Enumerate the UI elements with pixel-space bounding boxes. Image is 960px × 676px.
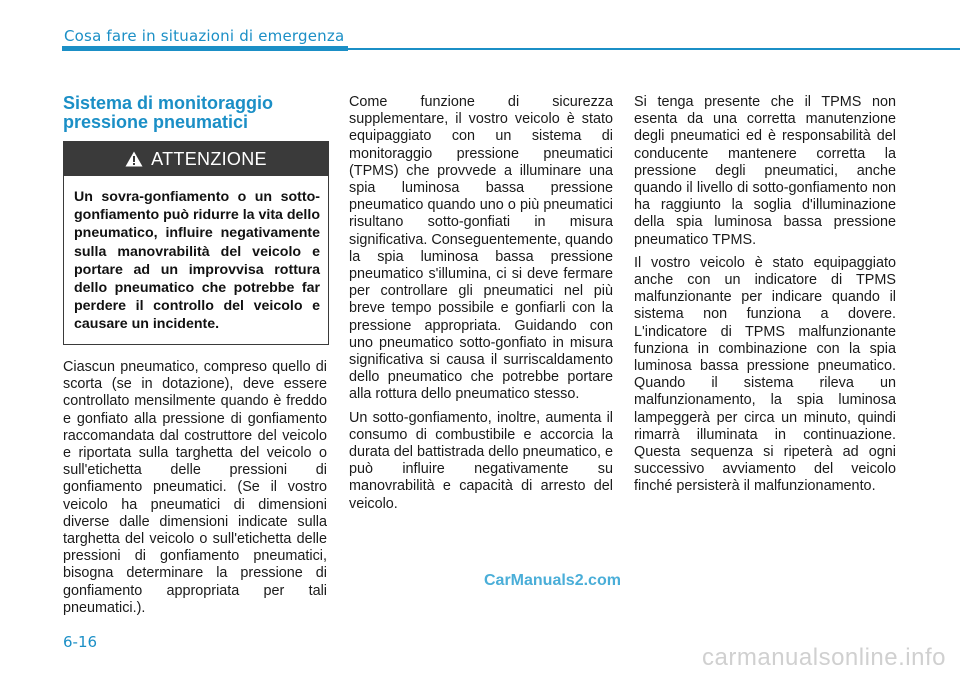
warning-text: Un sovra-gonfiamento o un sotto-gonfiamento può ridurre la vita dello pneumatico, influire negativamente sulla manovrabilità del veicolo e portare ad un improvvisa rottura dello pneumatico che potrebbe far perdere il controllo del veicolo e causare un incidente. [74,189,320,333]
column-3 [634,94,896,502]
warning-title: ATTENZIONE [151,148,267,169]
paragraph: Si tenga presente che il TPMS non esenta da una corretta manutenzione degli pneumatici ed è responsabilità del conducente mantenere corretta la pressione degli pneumatici, anche quando il livello di sotto-gonfiamento non ha raggiunto la soglia d'illuminazione della spia luminosa bassa pressione pneumatico TPMS. [634,94,896,248]
site-watermark: carmanualsonline.info [702,644,946,671]
warning-header [64,142,328,176]
paragraph: Come funzione di sicurezza supplementare, il vostro veicolo è stato equipaggiato con un sistema di monitoraggio pressione pneumatici (TPMS) che provvede a illuminare una spia luminosa bassa pressione pneumatico quando uno o più pneumatici risultano sotto-gonfiati in misura significativa. Conseguentemente, quando la spia luminosa bassa pressione pneumatico s'illumina, ci si deve fermare per controllare gli pneumatici nel più breve tempo possibile e gonfiarli con la pressione appropriata. Guidando con uno pneumatico sotto-gonfiato in misura significativa si causa il surriscaldamento dello pneumatico che potrebbe portare alla rottura dello pneumatico stesso. [349,94,614,403]
paragraph: Un sotto-gonfiamento, inoltre, aumenta il consumo di combustibile e accorcia la durata del battistrada dello pneumatico, e può influire negativamente su manovrabilità e capacità di arresto del veicolo. [349,409,613,512]
carmanuals-watermark[interactable]: CarManuals2.com [484,572,621,589]
page-number: 6-16 [63,633,98,651]
column-1 [63,359,327,623]
column-2 [349,94,613,519]
section-title: Sistema di monitoraggio pressione pneumatici [63,93,274,132]
header-rule [348,48,960,50]
header-accent-bar [62,46,348,51]
warning-box [63,141,329,345]
warning-triangle-icon [125,151,143,167]
paragraph: Il vostro veicolo è stato equipaggiato anche con un indicatore di TPMS malfunzionante per indicare quando il sistema non funziona a dovere. L'indicatore di TPMS malfunzionante funziona in combinazione con la spia luminosa bassa pressione pneumatico. Quando il sistema rileva un malfunzionamento, la spia luminosa lampeggerà per circa un minuto, quindi rimarrà illuminata in continuazione. Questa sequenza si ripeterà ad ogni successivo avviamento del veicolo finché persisterà il malfunzionamento. [634,254,896,495]
paragraph: Ciascun pneumatico, compreso quello di scorta (se in dotazione), deve essere controllato mensilmente quando è freddo e gonfiato alla pressione di gonfiamento raccomandata dal costruttore del veicolo e riportata sulla targhetta del veicolo o sull'etichetta delle pressioni di gonfiamento pneumatici. (Se il vostro veicolo ha pneumatici di dimensioni diverse dalle dimensioni indicate sulla targhetta del veicolo o sull'etichetta delle pressioni di gonfiamento pneumatici, bisogna determinare la pressione di gonfiamento appropriata per tali pneumatici.). [63,359,327,616]
chapter-title: Cosa fare in situazioni di emergenza [64,27,345,45]
